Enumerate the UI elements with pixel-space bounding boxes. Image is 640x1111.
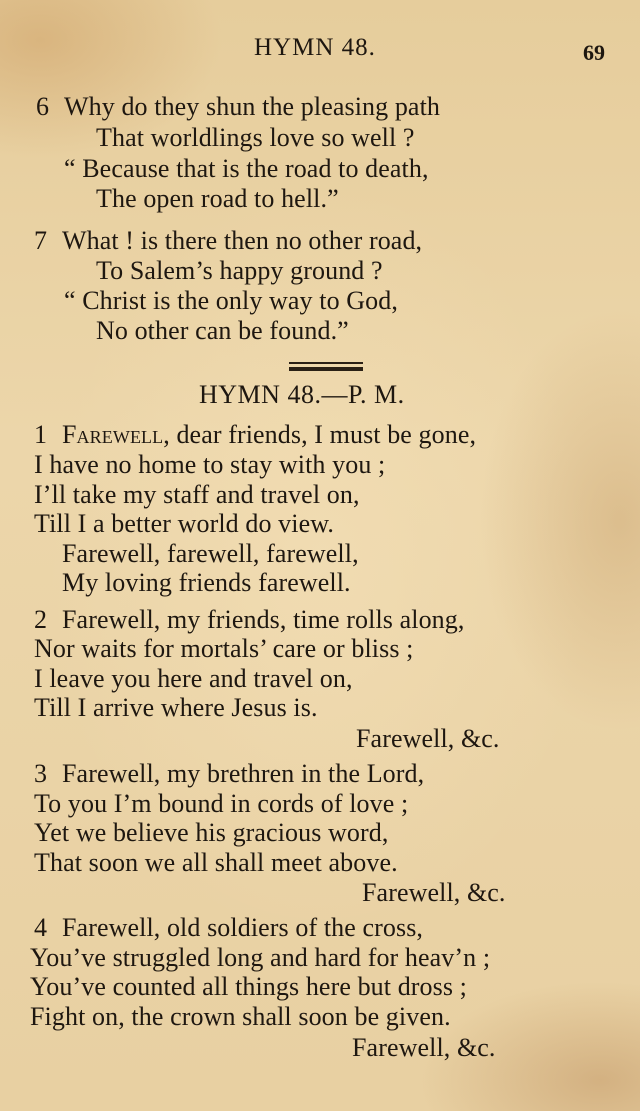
hymn2-stanza-4-line-2: You’ve struggled long and hard for heav’n ; xyxy=(30,943,491,972)
stanza-number: 6 xyxy=(36,92,50,121)
hymn2-stanza-4-line-4: Fight on, the crown shall soon be given. xyxy=(30,1002,451,1031)
hymn2-stanza-4-line-3: You’ve counted all things here but dross ; xyxy=(30,972,468,1001)
stanza-7-line-1: 7 What ! is there then no other road, xyxy=(34,226,423,255)
hymn2-stanza-1-line-5: Farewell, farewell, farewell, xyxy=(62,539,359,568)
hymn2-stanza-3-refrain: Farewell, &c. xyxy=(362,878,506,907)
hymn2-stanza-3-line-4: That soon we all shall meet above. xyxy=(34,848,398,877)
hymn2-stanza-2-line-4: Till I arrive where Jesus is. xyxy=(34,693,318,722)
hymn2-stanza-1-line-2: I have no home to stay with you ; xyxy=(34,450,386,479)
section-divider xyxy=(289,362,363,371)
hymn2-stanza-1-line-6: My loving friends farewell. xyxy=(62,568,351,597)
stanza-number: 4 xyxy=(34,913,48,942)
hymn2-stanza-3-line-2: To you I’m bound in cords of love ; xyxy=(34,789,409,818)
stanza-6-line-1: 6 Why do they shun the pleasing path xyxy=(36,92,440,121)
stanza-6-line-3: “ Because that is the road to death, xyxy=(64,154,429,183)
stanza-number: 2 xyxy=(34,605,48,634)
hymn2-stanza-1-line-4: Till I a better world do view. xyxy=(34,509,335,538)
running-header-title: HYMN 48. xyxy=(254,34,376,61)
hymn2-stanza-4-line-1: 4 Farewell, old soldiers of the cross, xyxy=(34,913,424,942)
page-number: 69 xyxy=(583,40,605,65)
hymn2-stanza-1-line-3: I’ll take my staff and travel on, xyxy=(34,480,360,509)
hymn2-stanza-2-line-3: I leave you here and travel on, xyxy=(34,664,353,693)
hymn2-stanza-2-line-2: Nor waits for mortals’ care or bliss ; xyxy=(34,634,414,663)
hymn2-stanza-3-line-3: Yet we believe his gracious word, xyxy=(34,818,389,847)
hymn2-stanza-2-line-1: 2 Farewell, my friends, time rolls along, xyxy=(34,605,465,634)
stanza-number: 7 xyxy=(34,226,48,255)
stanza-7-line-4: No other can be found.” xyxy=(96,316,349,345)
hymn2-stanza-1-line-1: 1 Farewell, dear friends, I must be gone, xyxy=(34,420,477,449)
hymn-title: HYMN 48.—P. M. xyxy=(199,380,405,409)
stanza-6-line-4: The open road to hell.” xyxy=(96,184,339,213)
stanza-number: 1 xyxy=(34,420,48,449)
stanza-7-line-3: “ Christ is the only way to God, xyxy=(64,286,398,315)
hymn2-stanza-3-line-1: 3 Farewell, my brethren in the Lord, xyxy=(34,759,425,788)
hymn2-stanza-4-refrain: Farewell, &c. xyxy=(352,1033,496,1062)
first-word: Farewell xyxy=(62,420,164,449)
stanza-6-line-2: That worldlings love so well ? xyxy=(96,123,415,152)
stanza-7-line-2: To Salem’s happy ground ? xyxy=(96,256,383,285)
stanza-number: 3 xyxy=(34,759,48,788)
hymn2-stanza-2-refrain: Farewell, &c. xyxy=(356,724,500,753)
